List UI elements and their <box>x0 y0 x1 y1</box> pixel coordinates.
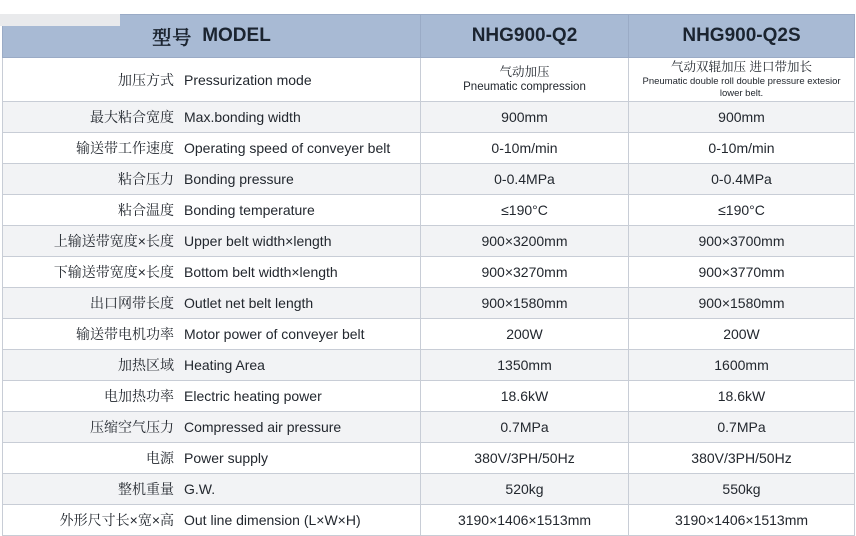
row-value-q2s-cn: 气动双辊加压 进口带加长 <box>671 60 812 74</box>
table-row <box>3 412 855 443</box>
header-col-q2s <box>629 15 855 58</box>
row-value-q2s <box>629 133 855 164</box>
row-label-en: Bonding pressure <box>184 171 294 188</box>
row-label-cn: 外形尺寸长×宽×高 <box>59 512 174 529</box>
table-row <box>3 133 855 164</box>
row-value-q2-text: 0-10m/min <box>491 139 558 156</box>
row-label-cell <box>3 102 421 133</box>
row-value-q2-text: 900mm <box>501 108 548 125</box>
row-value-q2-text: 1350mm <box>497 356 552 373</box>
row-value-q2s <box>629 164 855 195</box>
row-label-cn: 下输送带宽度×长度 <box>53 264 174 281</box>
row-value-q2s <box>629 58 855 102</box>
row-value-q2s-text: 18.6kW <box>717 387 766 404</box>
row-label-cn: 加压方式 <box>118 71 174 88</box>
table-row <box>3 381 855 412</box>
row-label-cell <box>3 133 421 164</box>
row-value-q2 <box>421 164 629 195</box>
row-label-cn: 粘合压力 <box>118 171 174 188</box>
row-label-cn: 整机重量 <box>118 481 174 498</box>
table-row <box>3 195 855 226</box>
row-label-en: Outlet net belt length <box>184 295 314 312</box>
table-row <box>3 257 855 288</box>
row-value-q2s-text: 900×3770mm <box>698 263 785 280</box>
row-value-q2-text: 900×3200mm <box>481 232 568 249</box>
row-value-q2s <box>629 505 855 536</box>
row-value-q2-text: 900×1580mm <box>481 294 568 311</box>
row-label-cell <box>3 288 421 319</box>
row-value-q2s <box>629 288 855 319</box>
row-label-cell <box>3 505 421 536</box>
row-label-cell <box>3 58 421 102</box>
row-value-q2s <box>629 319 855 350</box>
row-value-q2s <box>629 381 855 412</box>
row-value-q2-text: 900×3270mm <box>481 263 568 280</box>
row-value-q2 <box>421 195 629 226</box>
row-label-en: Pressurization mode <box>184 71 312 88</box>
row-value-q2-text: 3190×1406×1513mm <box>457 511 592 528</box>
table-row <box>3 164 855 195</box>
row-label-cell <box>3 257 421 288</box>
spec-sheet <box>0 14 856 532</box>
row-value-q2s-text: ≤190°C <box>718 201 765 218</box>
row-value-q2-text: 380V/3PH/50Hz <box>474 449 575 466</box>
row-label-cn: 上输送带宽度×长度 <box>53 233 174 250</box>
row-label-cn: 电加热功率 <box>104 388 174 405</box>
header-model-en: MODEL <box>202 25 271 46</box>
row-value-q2 <box>421 443 629 474</box>
row-label-en: Motor power of conveyer belt <box>184 326 365 343</box>
row-value-q2s-text: 900×3700mm <box>698 232 785 249</box>
row-value-q2s-text: 900mm <box>718 108 765 125</box>
header-col-q2-label: NHG900-Q2 <box>471 25 578 46</box>
row-label-en: Electric heating power <box>184 388 322 405</box>
table-row <box>3 58 855 102</box>
row-value-q2-en: Pneumatic compression <box>463 81 586 94</box>
row-value-q2s <box>629 350 855 381</box>
row-label-cell <box>3 195 421 226</box>
row-label-cn: 出口网带长度 <box>90 295 174 312</box>
row-value-q2-text: ≤190°C <box>501 201 548 218</box>
row-value-q2 <box>421 133 629 164</box>
row-label-cell <box>3 226 421 257</box>
row-label-en: Compressed air pressure <box>184 419 342 436</box>
row-label-en: Out line dimension (L×W×H) <box>184 512 361 529</box>
row-value-q2s-text: 0-0.4MPa <box>711 170 772 187</box>
row-label-en: Operating speed of conveyer belt <box>184 140 391 157</box>
row-label-en: Bonding temperature <box>184 202 315 219</box>
row-value-q2-text: 200W <box>506 325 543 342</box>
row-value-q2 <box>421 412 629 443</box>
row-value-q2 <box>421 505 629 536</box>
row-label-cn: 电源 <box>146 450 174 467</box>
row-value-q2s <box>629 195 855 226</box>
row-value-q2s <box>629 443 855 474</box>
row-label-cn: 最大粘合宽度 <box>90 109 174 126</box>
table-row <box>3 474 855 505</box>
table-row <box>3 226 855 257</box>
row-value-q2s <box>629 412 855 443</box>
row-value-q2-text: 520kg <box>505 480 544 497</box>
table-row <box>3 288 855 319</box>
specification-table <box>2 14 855 536</box>
row-label-en: Power supply <box>184 450 269 467</box>
row-label-en: Heating Area <box>184 357 265 374</box>
row-label-en: Max.bonding width <box>184 109 301 126</box>
row-value-q2s-text: 0-10m/min <box>708 139 775 156</box>
row-label-cell <box>3 164 421 195</box>
row-label-cell <box>3 319 421 350</box>
row-value-q2 <box>421 319 629 350</box>
row-value-q2s-text: 550kg <box>722 480 761 497</box>
row-label-cell <box>3 412 421 443</box>
row-label-cn: 加热区域 <box>118 357 174 374</box>
row-value-q2-cn: 气动加压 <box>499 64 550 79</box>
row-label-cell <box>3 443 421 474</box>
row-value-q2 <box>421 381 629 412</box>
row-label-cell <box>3 381 421 412</box>
table-row <box>3 505 855 536</box>
table-row <box>3 319 855 350</box>
row-value-q2s <box>629 257 855 288</box>
row-value-q2s-text: 200W <box>723 325 760 342</box>
row-value-q2s <box>629 226 855 257</box>
row-label-en: Upper belt width×length <box>184 233 332 250</box>
row-label-cell <box>3 474 421 505</box>
row-value-q2s <box>629 102 855 133</box>
row-label-cell <box>3 350 421 381</box>
top-strip <box>0 14 120 26</box>
row-value-q2 <box>421 257 629 288</box>
row-value-q2 <box>421 288 629 319</box>
row-value-q2s-text: 900×1580mm <box>698 294 785 311</box>
row-value-q2 <box>421 102 629 133</box>
row-value-q2s-text: 0.7MPa <box>717 418 766 435</box>
row-label-en: G.W. <box>184 481 216 498</box>
table-row <box>3 350 855 381</box>
row-value-q2s-text: 1600mm <box>714 356 769 373</box>
table-row <box>3 443 855 474</box>
row-label-cn: 输送带工作速度 <box>76 140 174 157</box>
row-value-q2s-text: 380V/3PH/50Hz <box>691 449 792 466</box>
row-value-q2-text: 0.7MPa <box>500 418 549 435</box>
row-value-q2 <box>421 474 629 505</box>
row-label-cn: 压缩空气压力 <box>90 419 174 436</box>
row-value-q2-text: 18.6kW <box>500 387 549 404</box>
row-label-cn: 输送带电机功率 <box>76 326 174 343</box>
header-col-q2 <box>421 15 629 58</box>
row-value-q2 <box>421 226 629 257</box>
row-value-q2s <box>629 474 855 505</box>
row-value-q2s-text: 3190×1406×1513mm <box>674 511 809 528</box>
row-label-cn: 粘合温度 <box>118 202 174 219</box>
row-value-q2 <box>421 58 629 102</box>
row-value-q2-text: 0-0.4MPa <box>494 170 555 187</box>
header-col-q2s-label: NHG900-Q2S <box>682 25 801 46</box>
table-header-row <box>3 15 855 58</box>
row-value-q2 <box>421 350 629 381</box>
row-label-en: Bottom belt width×length <box>184 264 338 281</box>
row-value-q2s-en: Pneumatic double roll double pressure extesior lower belt. <box>642 75 841 99</box>
table-row <box>3 102 855 133</box>
header-model-cn: 型号 <box>152 27 193 49</box>
